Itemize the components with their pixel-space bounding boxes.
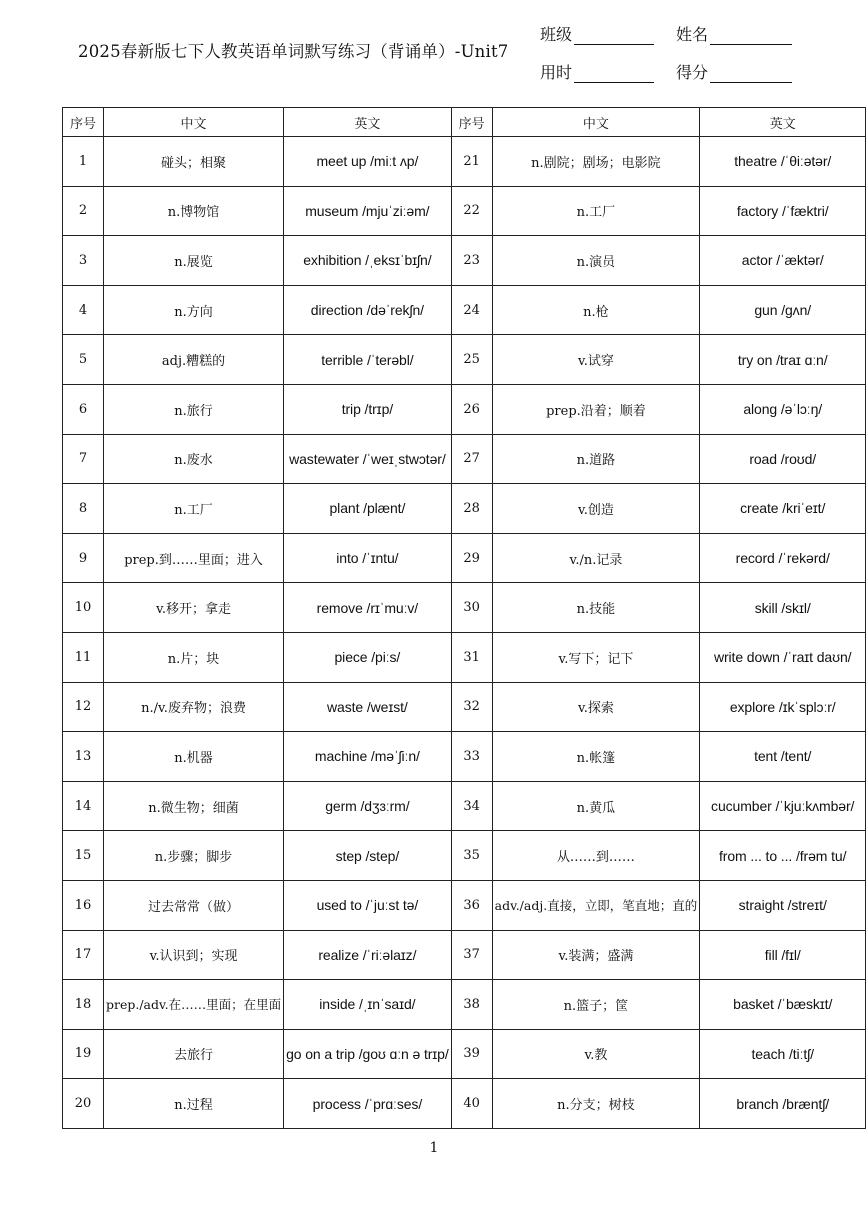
word-number: 13	[63, 732, 104, 782]
chinese-meaning: prep.沿着；顺着	[492, 384, 700, 434]
word-number: 14	[63, 781, 104, 831]
chinese-meaning: prep./adv.在……里面；在里面	[104, 980, 284, 1030]
english-word: from ... to ... /frəm tu/	[700, 831, 866, 881]
table-row	[63, 583, 866, 633]
english-word: record /ˈrekərd/	[700, 533, 866, 583]
word-number: 33	[451, 732, 492, 782]
table-row	[63, 1029, 866, 1079]
chinese-meaning: n.枪	[492, 285, 700, 335]
chinese-meaning: v.教	[492, 1029, 700, 1079]
english-word: along /əˈlɔːŋ/	[700, 384, 866, 434]
word-number: 17	[63, 930, 104, 980]
table-row	[63, 682, 866, 732]
word-number: 20	[63, 1079, 104, 1129]
word-number: 21	[451, 137, 492, 187]
table-row	[63, 1079, 866, 1129]
english-word: gun /gʌn/	[700, 285, 866, 335]
class-label: 班级	[540, 25, 573, 44]
english-word: explore /ɪkˈsplɔːr/	[700, 682, 866, 732]
chinese-meaning: prep.到……里面；进入	[104, 533, 284, 583]
chinese-meaning: n.篮子；筐	[492, 980, 700, 1030]
word-number: 1	[63, 137, 104, 187]
chinese-meaning: n.微生物；细菌	[104, 781, 284, 831]
chinese-meaning: n.片；块	[104, 632, 284, 682]
chinese-meaning: v.认识到；实现	[104, 930, 284, 980]
chinese-meaning: n.旅行	[104, 384, 284, 434]
chinese-meaning: v.试穿	[492, 335, 700, 385]
word-number: 24	[451, 285, 492, 335]
score-label: 得分	[676, 63, 709, 82]
english-word: into /ˈɪntu/	[284, 533, 452, 583]
chinese-meaning: v.创造	[492, 484, 700, 534]
class-blank[interactable]	[574, 28, 654, 45]
column-header-english-right: 英文	[700, 108, 866, 137]
chinese-meaning: n.剧院；剧场；电影院	[492, 137, 700, 187]
english-word: actor /ˈæktər/	[700, 236, 866, 286]
english-word: create /kriˈeɪt/	[700, 484, 866, 534]
english-word: waste /weɪst/	[284, 682, 452, 732]
english-word: inside /ˌɪnˈsaɪd/	[284, 980, 452, 1030]
word-number: 4	[63, 285, 104, 335]
word-number: 5	[63, 335, 104, 385]
word-number: 38	[451, 980, 492, 1030]
table-row	[63, 335, 866, 385]
document-title: 2025春新版七下人教英语单词默写练习（背诵单）-Unit7	[78, 42, 509, 61]
english-word: direction /dəˈrekʃn/	[284, 285, 452, 335]
word-number: 11	[63, 632, 104, 682]
english-word: wastewater /ˈweɪˌstwɔtər/	[284, 434, 452, 484]
chinese-meaning: n.步骤；脚步	[104, 831, 284, 881]
table-header-row	[63, 108, 866, 137]
english-word: meet up /miːt ʌp/	[284, 137, 452, 187]
english-word: try on /traɪ ɑːn/	[700, 335, 866, 385]
word-number: 26	[451, 384, 492, 434]
table-row	[63, 781, 866, 831]
word-number: 12	[63, 682, 104, 732]
word-number: 29	[451, 533, 492, 583]
word-number: 3	[63, 236, 104, 286]
time-blank[interactable]	[574, 66, 654, 83]
chinese-meaning: n.帐篷	[492, 732, 700, 782]
chinese-meaning: v.探索	[492, 682, 700, 732]
class-field	[540, 22, 654, 45]
english-word: remove /rɪˈmuːv/	[284, 583, 452, 633]
chinese-meaning: n.废水	[104, 434, 284, 484]
word-number: 34	[451, 781, 492, 831]
column-header-number-right: 序号	[451, 108, 492, 137]
word-number: 7	[63, 434, 104, 484]
english-word: process /ˈprɑːses/	[284, 1079, 452, 1129]
word-number: 32	[451, 682, 492, 732]
chinese-meaning: v.装满；盛满	[492, 930, 700, 980]
english-word: skill /skɪl/	[700, 583, 866, 633]
chinese-meaning: n.机器	[104, 732, 284, 782]
english-word: write down /ˈraɪt daʊn/	[700, 632, 866, 682]
word-number: 39	[451, 1029, 492, 1079]
chinese-meaning: 从……到……	[492, 831, 700, 881]
word-number: 9	[63, 533, 104, 583]
word-number: 8	[63, 484, 104, 534]
table-row	[63, 434, 866, 484]
table-row	[63, 137, 866, 187]
word-number: 37	[451, 930, 492, 980]
word-number: 19	[63, 1029, 104, 1079]
english-word: step /step/	[284, 831, 452, 881]
english-word: trip /trɪp/	[284, 384, 452, 434]
word-number: 6	[63, 384, 104, 434]
chinese-meaning: n.技能	[492, 583, 700, 633]
chinese-meaning: n.分支；树枝	[492, 1079, 700, 1129]
name-field	[676, 22, 792, 45]
word-number: 25	[451, 335, 492, 385]
chinese-meaning: n.演员	[492, 236, 700, 286]
chinese-meaning: adv./adj.直接，立即，笔直地；直的	[492, 880, 700, 930]
english-word: fill /fɪl/	[700, 930, 866, 980]
score-blank[interactable]	[710, 66, 792, 83]
column-header-chinese: 中文	[104, 108, 284, 137]
chinese-meaning: 去旅行	[104, 1029, 284, 1079]
word-number: 40	[451, 1079, 492, 1129]
word-number: 10	[63, 583, 104, 633]
english-word: exhibition /ˌeksɪˈbɪʃn/	[284, 236, 452, 286]
table-row	[63, 980, 866, 1030]
chinese-meaning: v./n.记录	[492, 533, 700, 583]
chinese-meaning: n./v.废弃物；浪费	[104, 682, 284, 732]
table-row	[63, 632, 866, 682]
name-blank[interactable]	[710, 28, 792, 45]
english-word: basket /ˈbæskɪt/	[700, 980, 866, 1030]
time-label: 用时	[540, 63, 573, 82]
word-number: 15	[63, 831, 104, 881]
chinese-meaning: n.道路	[492, 434, 700, 484]
word-number: 23	[451, 236, 492, 286]
column-header-chinese-right: 中文	[492, 108, 700, 137]
english-word: tent /tent/	[700, 732, 866, 782]
table-body	[63, 137, 866, 1129]
english-word: realize /ˈriːəlaɪz/	[284, 930, 452, 980]
chinese-meaning: 碰头；相聚	[104, 137, 284, 187]
name-label: 姓名	[676, 25, 709, 44]
english-word: straight /streɪt/	[700, 880, 866, 930]
table-row	[63, 533, 866, 583]
word-number: 16	[63, 880, 104, 930]
chinese-meaning: n.展览	[104, 236, 284, 286]
english-word: machine /məˈʃiːn/	[284, 732, 452, 782]
english-word: teach /tiːtʃ/	[700, 1029, 866, 1079]
table-row	[63, 236, 866, 286]
english-word: factory /ˈfæktri/	[700, 186, 866, 236]
word-number: 2	[63, 186, 104, 236]
chinese-meaning: n.过程	[104, 1079, 284, 1129]
table-row	[63, 484, 866, 534]
english-word: plant /plænt/	[284, 484, 452, 534]
vocabulary-table	[62, 107, 866, 1129]
chinese-meaning: n.黄瓜	[492, 781, 700, 831]
english-word: theatre /ˈθiːətər/	[700, 137, 866, 187]
word-number: 35	[451, 831, 492, 881]
table-row	[63, 880, 866, 930]
column-header-number: 序号	[63, 108, 104, 137]
english-word: terrible /ˈterəbl/	[284, 335, 452, 385]
word-number: 36	[451, 880, 492, 930]
chinese-meaning: n.工厂	[104, 484, 284, 534]
word-number: 18	[63, 980, 104, 1030]
chinese-meaning: n.工厂	[492, 186, 700, 236]
page-number: 1	[429, 1140, 439, 1156]
chinese-meaning: adj.糟糕的	[104, 335, 284, 385]
word-number: 22	[451, 186, 492, 236]
table-row	[63, 384, 866, 434]
word-number: 27	[451, 434, 492, 484]
chinese-meaning: n.博物馆	[104, 186, 284, 236]
chinese-meaning: v.移开；拿走	[104, 583, 284, 633]
english-word: germ /dʒɜːrm/	[284, 781, 452, 831]
english-word: road /roʊd/	[700, 434, 866, 484]
word-number: 30	[451, 583, 492, 633]
chinese-meaning: v.写下；记下	[492, 632, 700, 682]
english-word: used to /ˈjuːst tə/	[284, 880, 452, 930]
column-header-english: 英文	[284, 108, 452, 137]
word-number: 28	[451, 484, 492, 534]
english-word: museum /mjuˈziːəm/	[284, 186, 452, 236]
table-row	[63, 930, 866, 980]
table-row	[63, 186, 866, 236]
chinese-meaning: n.方向	[104, 285, 284, 335]
english-word: piece /piːs/	[284, 632, 452, 682]
english-word: go on a trip /goʊ ɑːn ə trɪp/	[284, 1029, 452, 1079]
english-word: cucumber /ˈkjuːkʌmbər/	[700, 781, 866, 831]
score-field	[676, 60, 792, 83]
table-row	[63, 732, 866, 782]
table-row	[63, 831, 866, 881]
chinese-meaning: 过去常常（做）	[104, 880, 284, 930]
table-row	[63, 285, 866, 335]
english-word: branch /bræntʃ/	[700, 1079, 866, 1129]
word-number: 31	[451, 632, 492, 682]
time-field	[540, 60, 654, 83]
